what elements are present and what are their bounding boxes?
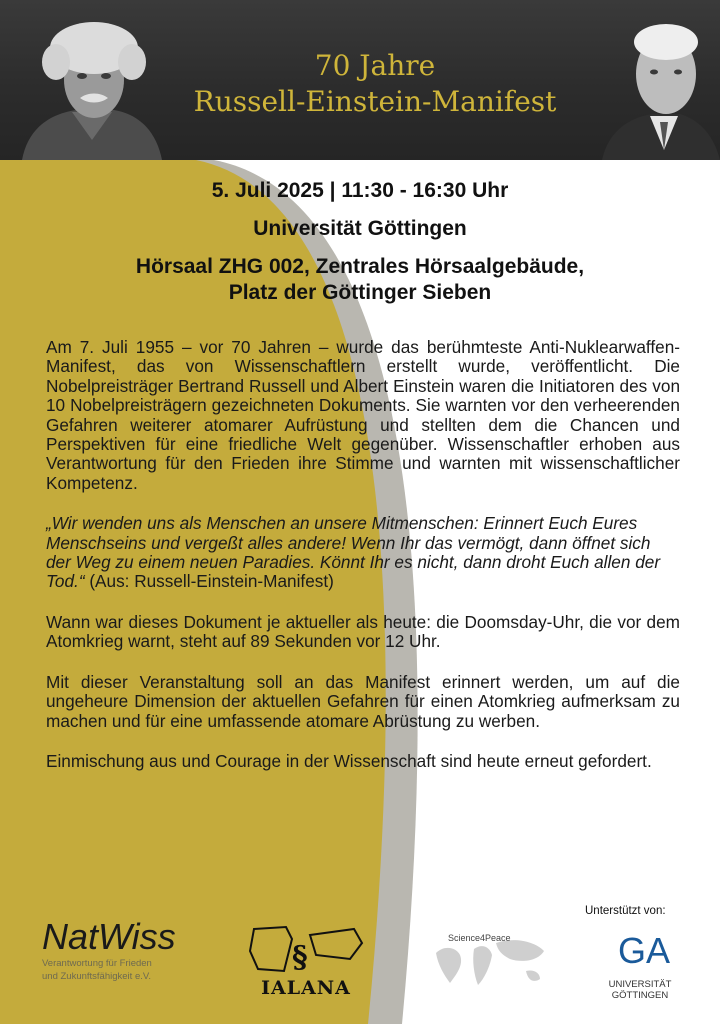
event-university: Universität Göttingen (253, 217, 467, 240)
title-line-1: 70 Jahre (314, 49, 436, 82)
science4peace-label: Science4Peace (448, 933, 511, 943)
ugoe-emblem-icon (616, 925, 671, 971)
ugoe-monogram: GA (618, 930, 671, 971)
closing-paragraph: Einmischung aus und Courage in der Wissenschaft sind heute erneut gefordert. (46, 750, 652, 771)
natwiss-subtitle-1: Verantwortung für Frieden (42, 958, 152, 969)
quote-paragraph (46, 514, 680, 592)
event-date-time: 5. Juli 2025 | 11:30 - 16:30 Uhr (211, 179, 509, 202)
svg-text:§: § (292, 940, 308, 975)
footer-logos (0, 895, 720, 1024)
manifest-quote: „Wir wenden uns als Menschen an unsere Mitmenschen: Erinnert Euch Eures Menschseins und vergeßt alles andere! Wenn Ihr das vermögt, dann öffnet sich der Weg zu einem neuen Paradies. Könnt Ihr es nicht, dann droht Euch allen der Tod.“ (46, 513, 661, 592)
ialana-logo (246, 925, 366, 999)
natwiss-logo (42, 917, 192, 983)
event-details (0, 178, 720, 306)
event-title (150, 48, 600, 120)
natwiss-subtitle-2: und Zukunftsfähigkeit e.V. (42, 971, 151, 982)
header-banner (0, 0, 720, 160)
event-room-line-2: Platz der Göttinger Sieben (228, 281, 492, 304)
ialana-emblem-icon (246, 925, 366, 975)
doomsday-paragraph: Wann war dieses Dokument je aktueller als heute: die Doomsday-Uhr, die vor dem Atomkrieg warnt, steht auf 89 Sekunden vor 12 Uhr. (46, 611, 680, 652)
ugoe-line-1: UNIVERSITÄT (608, 979, 672, 990)
einstein-portrait (22, 0, 162, 160)
purpose-paragraph: Mit dieser Veranstaltung soll an das Manifest erinnert werden, um auf die ungeheure Dimension der aktuellen Gefahren für einen Atomkrieg aufmerksam zu machen und für eine umfassende atomare Abrüstung zu werben. (46, 671, 680, 731)
quote-source: (Aus: Russell-Einstein-Manifest) (84, 571, 334, 592)
natwiss-name: NatWiss (42, 916, 176, 957)
event-room-line-1: Hörsaal ZHG 002, Zentrales Hörsaalgebäude, (135, 255, 585, 278)
ialana-name: IALANA (261, 977, 351, 999)
ugoe-line-2: GÖTTINGEN (611, 990, 669, 1001)
title-line-2: Russell-Einstein-Manifest (193, 85, 557, 118)
universitaet-goettingen-logo (596, 925, 684, 1001)
science4peace-logo (430, 925, 550, 989)
intro-paragraph: Am 7. Juli 1955 – vor 70 Jahren – wurde das berühmteste Anti-Nuklearwaffen-Manifest, das von Wissenschaftlern erstellt wurde, veröffentlicht. Die Nobelpreisträger Bertrand Russell und Albert Einstein waren die Initiatoren des von 10 Nobelpreisträgern gezeichneten Dokuments. Sie warnten vor den verheerenden Gefahren weiterer atomarer Aufrüstung und stellten dem die Chancen und Perspektiven für eine friedliche Welt gegenüber. Wissenschaftler erhoben aus Verantwortung für den Frieden ihre Stimme und warnten mit wissenschaftlicher Kompetenz. (46, 337, 680, 493)
russell-portrait (596, 0, 720, 160)
supported-by-label: Unterstützt von: (585, 905, 666, 917)
body-text (46, 338, 680, 792)
